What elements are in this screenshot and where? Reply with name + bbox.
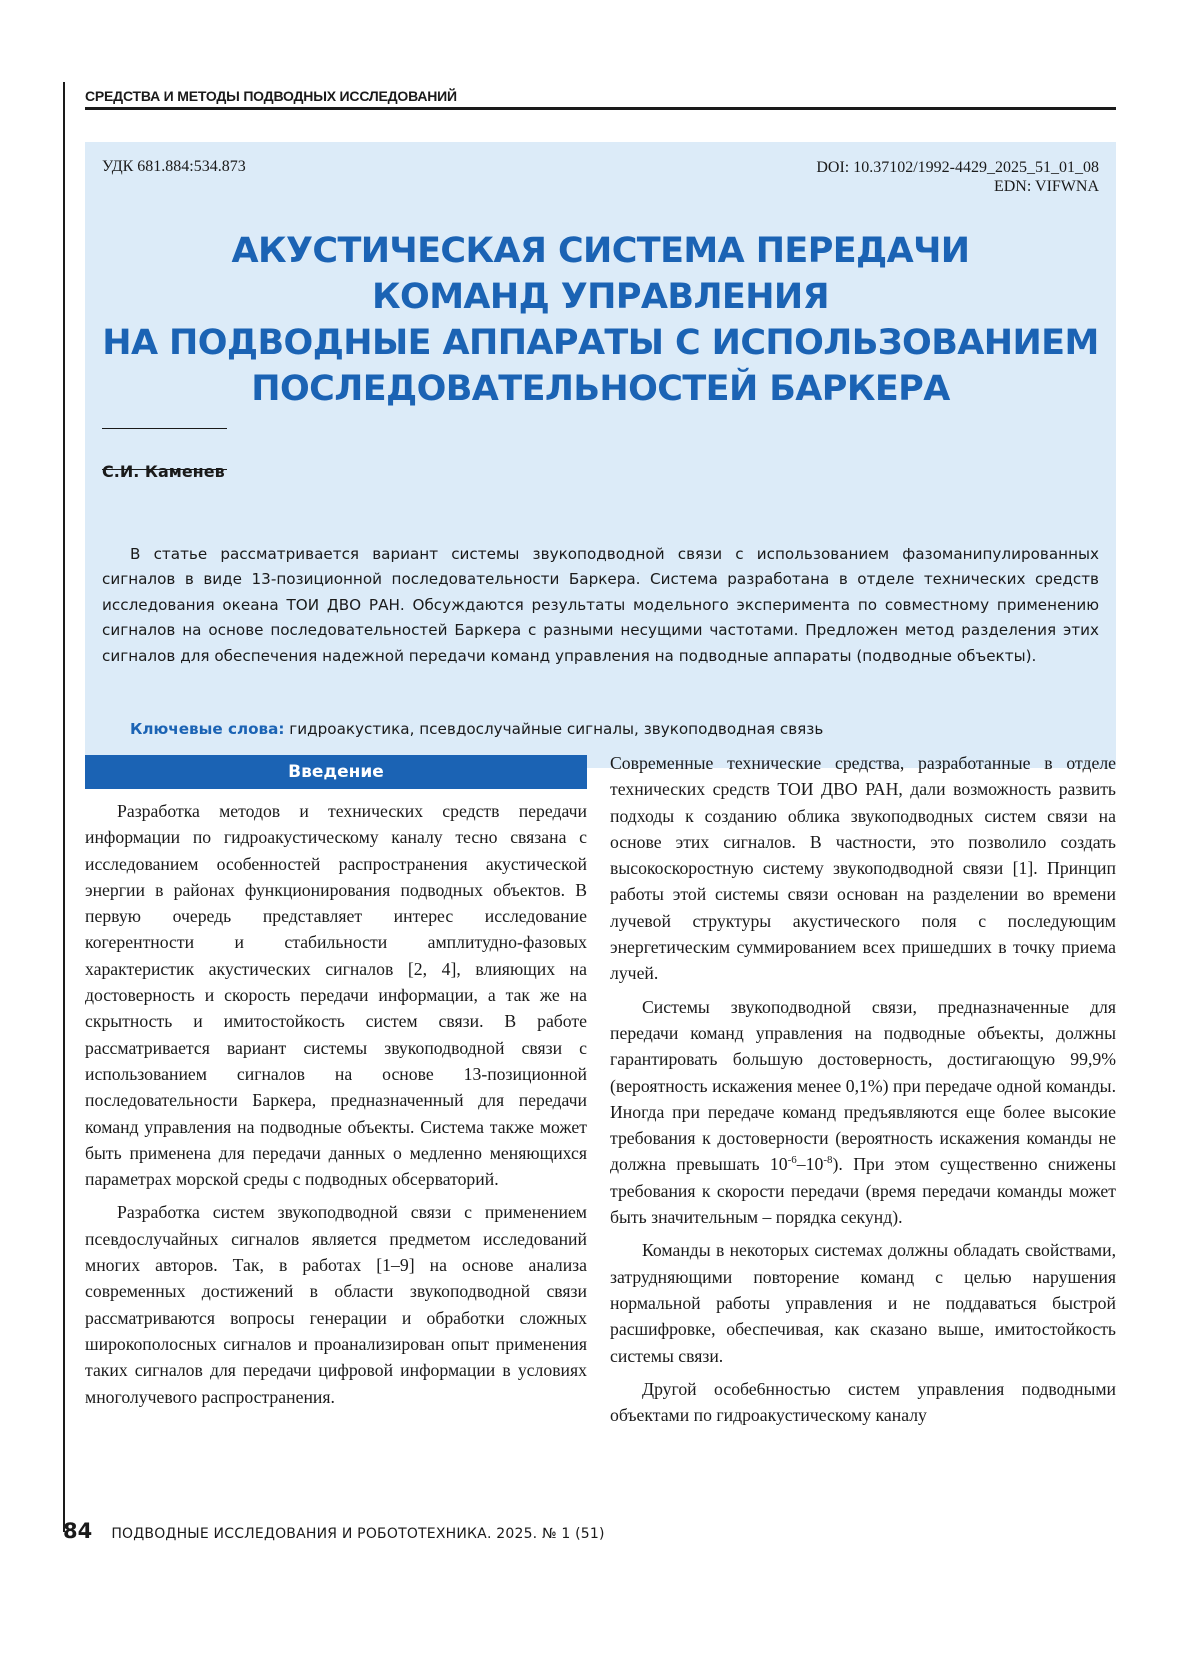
page-number: 84 xyxy=(63,1519,92,1543)
body-paragraph: Разработка методов и технических средств передачи информации по гидроакустическому каналу тесно связана с исследованием особенностей распространения акустической энергии в районах функционирования подводных объектов. В первую очередь представляет интерес исследование когерентности и стабильности амплитудно-фазовых характеристик акустических сигналов [2, 4], влияющих на достоверность и скорость передачи информации, а так же на скрытность и имитостойкость систем связи. В работе рассматривается вариант системы звукоподводной связи с использованием сигналов на основе 13-позиционной последовательности Баркера, предназначенный для передачи команд управления на подводные объекты. Система также может быть применена для передачи данных о медленно меняющихся параметрах морской среды с подводных обсерваторий. xyxy=(85,798,587,1192)
title-line: ПОСЛЕДОВАТЕЛЬНОСТЕЙ БАРКЕРА xyxy=(85,366,1116,412)
doi-link[interactable]: DOI: 10.37102/1992-4429_2025_51_01_08 xyxy=(816,158,1099,177)
body-paragraph: Разработка систем звукоподводной связи с применением псевдослучайных сигналов является предметом исследований многих авторов. Так, в работах [1–9] на основе анализа современных достижений в области звукоподводной связи рассматриваются вопросы генерации и обработки сложных широкополосных сигналов и проанализирован опыт применения таких сигналов для передачи цифровой информации в условиях многолучевого распространения. xyxy=(85,1199,587,1409)
body-paragraph: Команды в некоторых системах должны обладать свойствами, затрудняющими повторение команд с целью нарушения нормальной работы управления и не поддаваться быстрой расшифровке, обеспечивая, как сказано выше, имитостойкость системы связи. xyxy=(610,1237,1116,1368)
left-margin-rule xyxy=(63,82,65,1532)
paragraph-text: –10 xyxy=(797,1154,824,1174)
keywords xyxy=(130,720,823,738)
journal-title: ПОДВОДНЫЕ ИССЛЕДОВАНИЯ И РОБОТОТЕХНИКА. 2025. № 1 (51) xyxy=(111,1526,604,1542)
header-rule xyxy=(85,107,1116,110)
author-name: С.И. Каменев xyxy=(102,462,225,481)
paragraph-text: Системы звукоподводной связи, предназначенные для передачи команд управления на подводные объекты, должны гарантировать большую достоверность, достигающую 99,9% (вероятность искажения менее 0,1%) при передаче одной команды. Иногда при передаче команд предъявляются еще более высокие требования к достоверности (вероятность искажения команды не должна превышать 10 xyxy=(610,997,1116,1175)
title-line: КОМАНД УПРАВЛЕНИЯ xyxy=(85,274,1116,320)
author-rule-top xyxy=(102,428,227,429)
abstract xyxy=(102,542,1099,669)
abstract-paragraph: В статье рассматривается вариант системы звукоподводной связи с использованием фазоманипулированных сигналов в виде 13-позиционной последовательности Баркера. Система разработана в отделе технических средств исследования океана ТОИ ДВО РАН. Обсуждаются результаты модельного эксперимента по совместному применению сигналов на основе последовательностей Баркера с разными несущими частотами. Предложен метод разделения этих сигналов для обеспечения надежной передачи команд управления на подводные аппараты (подводные объекты). xyxy=(102,542,1099,669)
body-column-left xyxy=(85,755,587,1410)
body-column-right xyxy=(610,750,1116,1428)
exponent: -8 xyxy=(823,1155,832,1167)
article-title xyxy=(85,228,1116,412)
section-heading-introduction: Введение xyxy=(85,755,587,789)
running-section-header: СРЕДСТВА И МЕТОДЫ ПОДВОДНЫХ ИССЛЕДОВАНИЙ xyxy=(85,88,1105,104)
body-paragraph: Современные технические средства, разработанные в отделе технических средств ТОИ ДВО РАН, дали возможность развить подходы к созданию облика звукоподводных систем связи на основе этих сигналов. В частности, это позволило создать высокоскоростную систему звукоподводной связи [1]. Принцип работы этой системы связи основан на разделении во времени лучевой структуры акустического поля с последующим энергетическим суммированием всех пришедших в точку приема лучей. xyxy=(610,750,1116,987)
title-line: НА ПОДВОДНЫЕ АППАРАТЫ С ИСПОЛЬЗОВАНИЕМ xyxy=(85,320,1116,366)
body-paragraph: Другой особе6нностью систем управления подводными объектами по гидроакустическому каналу xyxy=(610,1376,1116,1429)
keywords-text: гидроакустика, псевдослучайные сигналы, звукоподводная связь xyxy=(289,720,823,738)
edn-code: EDN: VIFWNA xyxy=(816,177,1099,196)
identifiers xyxy=(816,158,1099,196)
title-line: АКУСТИЧЕСКАЯ СИСТЕМА ПЕРЕДАЧИ xyxy=(85,228,1116,274)
exponent: -6 xyxy=(788,1155,797,1167)
body-paragraph xyxy=(610,994,1116,1231)
keywords-label: Ключевые слова: xyxy=(130,720,284,738)
article-front-matter xyxy=(85,142,1116,768)
paragraph-text: ). При этом существенно снижены требования к скорости передачи (время передачи команды может быть значительным – порядка секунд). xyxy=(610,1154,1116,1227)
page-footer xyxy=(63,1519,605,1543)
udk-code: УДК 681.884:534.873 xyxy=(102,158,246,176)
author-rule-bottom xyxy=(102,469,227,470)
